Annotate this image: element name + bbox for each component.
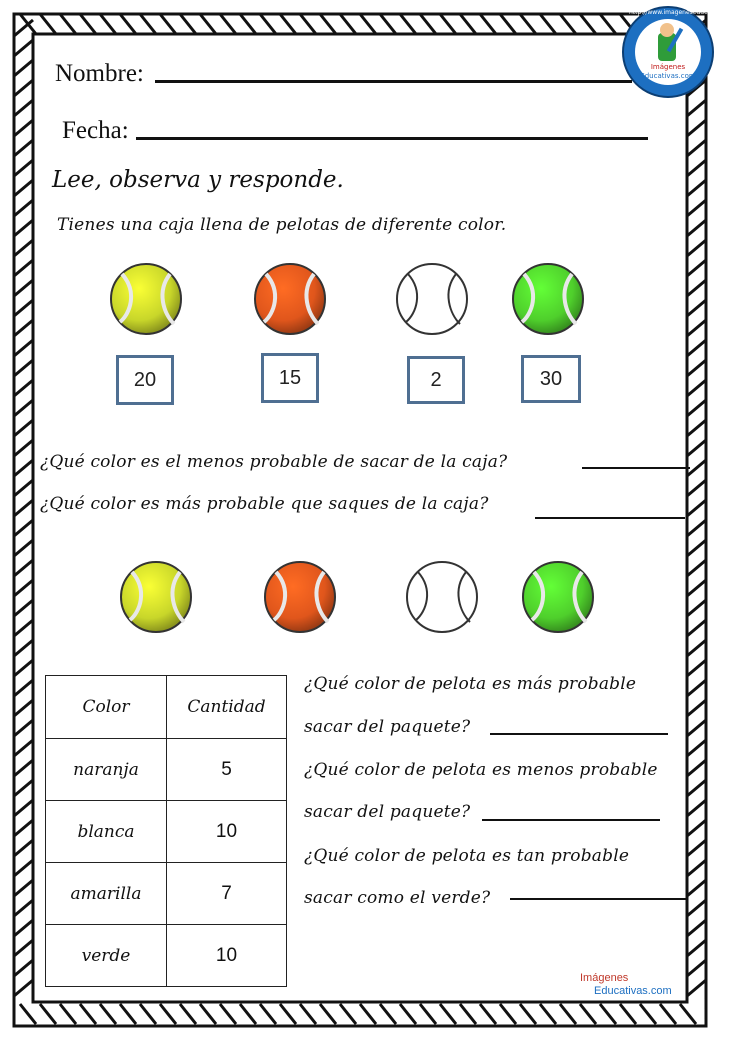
logo-top bbox=[621, 5, 740, 99]
table-header-color: Color bbox=[46, 676, 167, 739]
table-row bbox=[46, 801, 287, 863]
count-box-yellow: 20 bbox=[116, 355, 174, 405]
instruction-text: Lee, observa y responde. bbox=[52, 167, 344, 193]
logo-top-line2: Educativas.com bbox=[640, 72, 696, 80]
ball-white-2-icon bbox=[404, 560, 480, 634]
table-cell-color: blanca bbox=[46, 801, 167, 863]
question-least-probable-package-line2: sacar del paquete? bbox=[304, 802, 471, 822]
ball-orange-icon bbox=[252, 262, 328, 336]
table-cell-quantity: 5 bbox=[167, 739, 287, 801]
logo-top-line1: Imágenes bbox=[650, 63, 686, 71]
ball-yellow-2-icon bbox=[118, 560, 194, 634]
answer-line-least-probable-box[interactable] bbox=[582, 467, 690, 469]
question-least-probable-box: ¿Qué color es el menos probable de sacar de la caja? bbox=[40, 452, 508, 472]
answer-line-least-probable-package[interactable] bbox=[482, 819, 660, 821]
name-label: Nombre: bbox=[55, 60, 144, 87]
ball-green-2-icon bbox=[520, 560, 596, 634]
name-line[interactable] bbox=[155, 80, 632, 83]
date-label: Fecha: bbox=[62, 117, 129, 144]
table-cell-color: amarilla bbox=[46, 863, 167, 925]
color-quantity-table bbox=[45, 675, 287, 987]
question-as-probable-green-line1: ¿Qué color de pelota es tan probable bbox=[304, 846, 630, 866]
table-cell-color: naranja bbox=[46, 739, 167, 801]
table-header-row bbox=[46, 676, 287, 739]
answer-line-as-probable-green[interactable] bbox=[510, 898, 688, 900]
table-cell-quantity: 10 bbox=[167, 925, 287, 987]
ball-white-icon bbox=[394, 262, 470, 336]
question-most-probable-package-line2: sacar del paquete? bbox=[304, 717, 471, 737]
question-least-probable-package-line1: ¿Qué color de pelota es menos probable bbox=[304, 760, 658, 780]
table-cell-quantity: 7 bbox=[167, 863, 287, 925]
table-cell-color: verde bbox=[46, 925, 167, 987]
ball-orange-2-icon bbox=[262, 560, 338, 634]
count-box-orange: 15 bbox=[261, 353, 319, 403]
question-most-probable-box: ¿Qué color es más probable que saques de la caja? bbox=[40, 494, 489, 514]
answer-line-most-probable-package[interactable] bbox=[490, 733, 668, 735]
question-as-probable-green-line2: sacar como el verde? bbox=[304, 888, 491, 908]
ball-yellow-icon bbox=[108, 262, 184, 336]
table-row bbox=[46, 863, 287, 925]
logo-bottom bbox=[580, 972, 672, 998]
table-row bbox=[46, 739, 287, 801]
answer-line-most-probable-box[interactable] bbox=[535, 517, 685, 519]
ball-green-icon bbox=[510, 262, 586, 336]
count-box-green: 30 bbox=[521, 355, 581, 403]
intro-text: Tienes una caja llena de pelotas de diferente color. bbox=[57, 215, 507, 235]
logo-bottom-line2: Educativas.com bbox=[594, 985, 672, 997]
count-box-white: 2 bbox=[407, 356, 465, 404]
date-line[interactable] bbox=[136, 137, 648, 140]
table-header-quantity: Cantidad bbox=[167, 676, 287, 739]
table-row bbox=[46, 925, 287, 987]
logo-bottom-line1: Imágenes bbox=[580, 972, 629, 984]
table-cell-quantity: 10 bbox=[167, 801, 287, 863]
logo-top-url[interactable]: http://www.imageneseducativas.com bbox=[629, 9, 740, 16]
question-most-probable-package-line1: ¿Qué color de pelota es más probable bbox=[304, 674, 637, 694]
